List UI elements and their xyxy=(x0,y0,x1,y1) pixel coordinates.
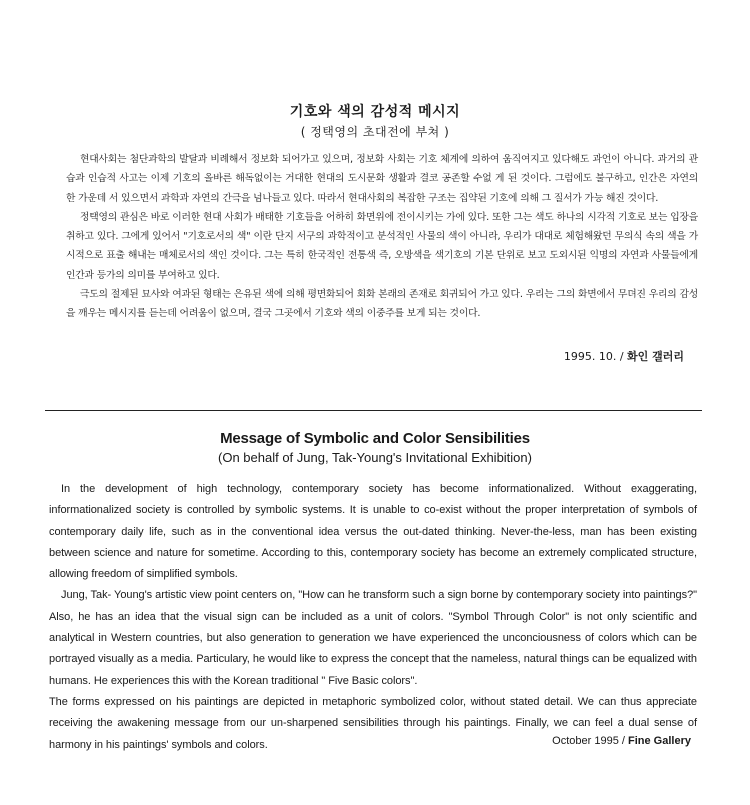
english-paragraph-2: Jung, Tak- Young's artistic view point centers on, "How can he transform such a sign borne by contemporary society into paintings?" Also, he has an idea that the visual sign can be included as a unit of colors. "Symbol Through Color" is not only scientific and analytical in Western countries, but also generation to generation we have experienced the unconciousness of colors which can be portrayed visually as a media. Particulary, he would like to express the concept that the nameless, natural things can be equalized with humans. He experiences this with the Korean traditional " Five Basic colors". xyxy=(49,589,697,687)
korean-signature xyxy=(564,348,684,364)
english-paragraph-1: In the development of high technology, contemporary society has become informationalized. Without exaggerating, informationalized society is controlled by symbolic systems. It is unable to co-exist without the proper interpretation of symbols of contemporary daily life, such as in the conventional idea versus the out-dated thinking. Never-the-less, man has been existing between science and nature for sometime. According to this, contemporary society has become an extremely complicated structure, allowing freedom of simplified symbols. xyxy=(49,483,697,581)
korean-paragraph-3: 극도의 절제된 묘사와 여과된 형태는 은유된 색에 의해 평면화되어 회화 본래의 존재로 회귀되어 가고 있다. 우리는 그의 화면에서 무뎌진 우리의 감성을 깨우는 메시지를 듣는데 어려움이 없으며, 결국 그곳에서 기호와 색의 이중주를 보게 되는 것이다. xyxy=(66,289,698,320)
english-paragraph-3: The forms expressed on his paintings are depicted in metaphoric symbolized color, without stated detail. We can thus appreciate receiving the awakening message from our un-sharpened sensibilities through his paintings. Finally, we can feel a dual sense of harmony in his paintings' symbols and colors. xyxy=(49,695,697,751)
english-title: Message of Symbolic and Color Sensibilities xyxy=(220,430,530,447)
english-signature xyxy=(552,735,691,747)
english-date: October 1995 / xyxy=(552,735,625,747)
korean-subtitle: ( 정택영의 초대전에 부쳐 ) xyxy=(300,125,450,139)
english-body xyxy=(49,479,697,756)
korean-paragraph-2: 정택영의 관심은 바로 이러한 현대 사회가 배태한 기호들을 어하히 화면위에 전이시키는 가에 있다. 또한 그는 색도 하나의 시각적 기호로 보는 입장을 취하고 있다. 그에게 있어서 "기호로서의 색" 이란 단지 서구의 과학적이고 분석적인 사물의 색이 아니라, 우리가 대대로 체험해왔던 무의식 속의 색을 가시적으로 표출 해내는 매체로서의 색인 것이다. 그는 특히 한국적인 전통색 즉, 오방색을 색기호의 기본 단위로 보고 도외시된 익명의 자연과 사물들에게 인간과 등가의 의미를 부여하고 있다. xyxy=(66,211,698,281)
korean-paragraph-1: 현대사회는 첨단과학의 발달과 비례해서 정보화 되어가고 있으며, 정보화 사회는 기호 체계에 의하여 움직여지고 있다해도 과언이 아니다. 과거의 관습과 인습적 사고는 이제 기호의 올바른 해독없이는 거대한 현대의 도시문화 생활과 결코 공존할 수없 게 된 것이다. 그럼에도 불구하고, 인간은 자연의 한 가운데 서 있으면서 과학과 자연의 간극을 넘나들고 있다. 따라서 현대사회의 복잡한 구조는 집약된 기호에 의해 그 질서가 가능 해진 것이다. xyxy=(66,154,698,204)
korean-body xyxy=(66,150,698,324)
korean-gallery-name: 화인 갤러리 xyxy=(627,350,684,363)
section-divider xyxy=(45,410,702,411)
english-subtitle: (On behalf of Jung, Tak-Young's Invitational Exhibition) xyxy=(218,450,532,465)
english-gallery-name: Fine Gallery xyxy=(628,735,691,747)
korean-date: 1995. 10. / xyxy=(563,350,624,363)
korean-title: 기호와 색의 감성적 메시지 xyxy=(289,104,461,120)
